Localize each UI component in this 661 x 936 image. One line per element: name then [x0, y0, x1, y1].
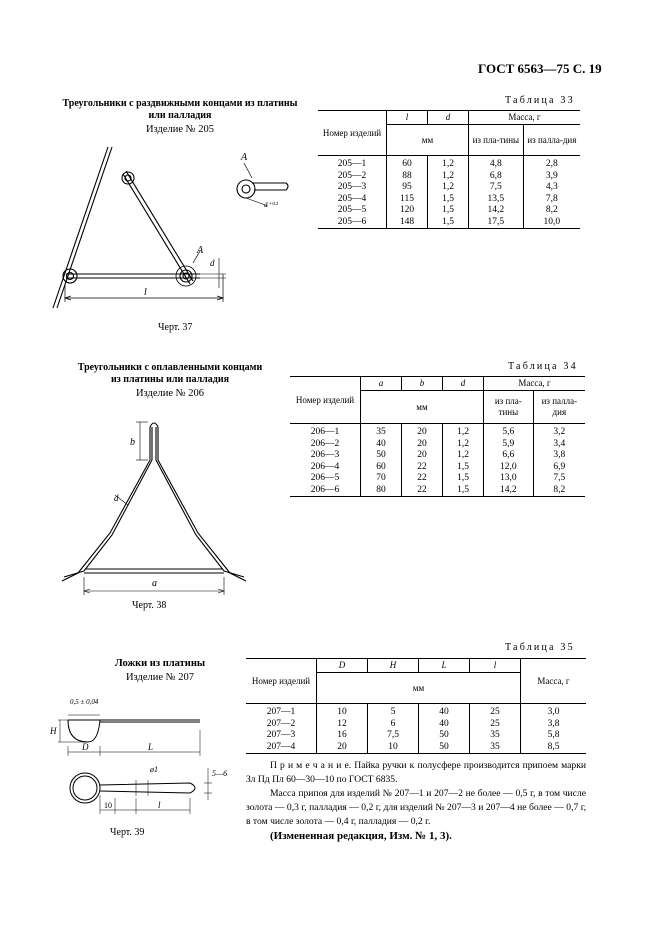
table-cell: 40 [361, 439, 402, 451]
label-tol: d⁺⁰·³ [264, 201, 278, 209]
table-cell: 17,5 [469, 217, 524, 229]
table-cell: 20 [317, 742, 368, 754]
table-cell: 8,2 [533, 485, 585, 497]
tri-outer-left [62, 427, 150, 581]
table-row [318, 156, 580, 171]
th-pd: из палла-дия [533, 391, 585, 424]
table-row [246, 730, 586, 742]
th-b: b [402, 377, 443, 391]
table-cell: 7,5 [533, 473, 585, 485]
drawing-205 [40, 138, 310, 320]
table-cell: 50 [419, 742, 470, 754]
th-H: H [368, 659, 419, 673]
table-cell: 3,8 [521, 719, 587, 731]
section3-title: Ложки из платины [114, 658, 206, 669]
table-cell: 40 [419, 719, 470, 731]
table-cell: 4,8 [469, 156, 524, 171]
th-unit: мм [387, 125, 469, 156]
label-A-detail: А [241, 152, 248, 163]
table-cell: 6 [368, 719, 419, 731]
table-cell: 22 [402, 473, 443, 485]
th-pt: из пла-тины [469, 125, 524, 156]
table-cell: 3,0 [521, 704, 587, 719]
table-row [318, 217, 580, 229]
th-l: l [387, 111, 428, 125]
spoon-bowl-side [68, 720, 100, 742]
table-cell: 95 [387, 182, 428, 194]
table-row [246, 719, 586, 731]
drawing-207 [40, 690, 240, 825]
table-cell: 1,5 [443, 473, 484, 485]
table-row [290, 439, 585, 451]
table-cell: 1,2 [443, 439, 484, 451]
table-cell: 10,0 [523, 217, 580, 229]
th-unit: мм [361, 391, 484, 424]
section2-title-line1: Треугольники с оплавленными концами [77, 362, 263, 373]
table-row [290, 424, 585, 439]
table-cell: 88 [387, 171, 428, 183]
table-cell: 1,5 [428, 194, 469, 206]
note-1: П р и м е ч а н и е. Пайка ручки к полусфере производится припоем марки Зл Пд Пл 60—30—10 по ГОСТ 6835. [246, 760, 586, 785]
table-cell: 7,5 [469, 182, 524, 194]
edition-note: (Измененная редакция, Изм. № 1, 3). [270, 830, 452, 842]
table-34 [290, 376, 585, 497]
th-unit: мм [317, 673, 521, 704]
table-cell: 1,5 [428, 217, 469, 229]
table-cell: 1,2 [428, 156, 469, 171]
table-cell: 206—3 [290, 450, 361, 462]
label-range: 5—6 [212, 769, 228, 778]
table-cell: 13,0 [484, 473, 534, 485]
table35-body [246, 704, 586, 754]
th-d: d [443, 377, 484, 391]
th-num: Номер изделий [246, 659, 317, 704]
tri-outer-right [158, 427, 246, 581]
table-cell: 10 [317, 704, 368, 719]
label-phi: ø1 [150, 765, 158, 774]
table-cell: 6,8 [469, 171, 524, 183]
table-cell: 60 [387, 156, 428, 171]
table-cell: 205—6 [318, 217, 387, 229]
table-cell: 8,5 [521, 742, 587, 754]
table-cell: 5,8 [521, 730, 587, 742]
table-cell: 50 [361, 450, 402, 462]
th-mass: Масса, г [521, 659, 587, 704]
table-row [318, 182, 580, 194]
table33-body [318, 156, 580, 229]
table-cell: 1,2 [428, 171, 469, 183]
table-cell: 3,4 [533, 439, 585, 451]
table-row [318, 171, 580, 183]
table-cell: 7,5 [368, 730, 419, 742]
table-cell: 5 [368, 704, 419, 719]
th-num: Номер изделий [290, 377, 361, 424]
table-cell: 206—2 [290, 439, 361, 451]
label-d2: d [114, 493, 119, 503]
table-cell: 1,2 [443, 450, 484, 462]
table-cell: 25 [470, 704, 521, 719]
th-mass: Масса, г [469, 111, 581, 125]
label-l207: l [158, 800, 161, 810]
table-cell: 35 [470, 742, 521, 754]
page-header: ГОСТ 6563—75 С. 19 [478, 61, 602, 76]
table-cell: 60 [361, 462, 402, 474]
table-cell: 1,5 [428, 205, 469, 217]
section2-caption: Черт. 38 [132, 600, 167, 611]
section1-title [60, 98, 300, 122]
section3-caption: Черт. 39 [110, 827, 145, 838]
table-cell: 20 [402, 424, 443, 439]
th-a: a [361, 377, 402, 391]
table-cell: 207—1 [246, 704, 317, 719]
table-cell: 3,9 [523, 171, 580, 183]
table-cell: 8,2 [523, 205, 580, 217]
table34-label: Таблица 34 [508, 361, 578, 372]
section1-caption: Черт. 37 [158, 322, 193, 333]
table-cell: 206—1 [290, 424, 361, 439]
label-A: А [197, 245, 204, 256]
table-cell: 6,6 [484, 450, 534, 462]
spoon-bowl-top [70, 773, 100, 803]
th-pd: из палла-дия [523, 125, 580, 156]
table-cell: 14,2 [484, 485, 534, 497]
table-cell: 206—4 [290, 462, 361, 474]
table-cell: 70 [361, 473, 402, 485]
table-cell: 80 [361, 485, 402, 497]
th-num: Номер изделий [318, 111, 387, 156]
note-2: Масса припоя для изделий № 207—1 и 207—2 не более — 0,5 г, в том числе золота — 0,3 г, палладия — 0,2 г, для изделий № 207—3 и 207—4 не более — 0,7 г, в том числе золота — 0,4 г, палладия — 0,2 г. [246, 788, 586, 827]
th-mass: Масса, г [484, 377, 586, 391]
table-cell: 5,9 [484, 439, 534, 451]
table-cell: 13,5 [469, 194, 524, 206]
table-cell: 3,2 [533, 424, 585, 439]
table-row [246, 742, 586, 754]
table-cell: 205—2 [318, 171, 387, 183]
table-cell: 4,3 [523, 182, 580, 194]
section2-item: Изделие № 206 [135, 388, 205, 399]
drawing-206 [40, 405, 270, 605]
table-row [290, 485, 585, 497]
table-cell: 10 [368, 742, 419, 754]
th-D: D [317, 659, 368, 673]
table-35 [246, 658, 586, 754]
th-pt: из пла-тины [484, 391, 534, 424]
table-cell: 40 [419, 704, 470, 719]
table-cell: 22 [402, 485, 443, 497]
table-cell: 16 [317, 730, 368, 742]
table-cell: 50 [419, 730, 470, 742]
table-cell: 205—4 [318, 194, 387, 206]
table-cell: 1,5 [443, 485, 484, 497]
label-a: a [152, 578, 157, 589]
table-cell: 22 [402, 462, 443, 474]
label-tol207: 0,5 ± 0,04 [70, 698, 99, 706]
table-cell: 1,2 [443, 424, 484, 439]
table-cell: 115 [387, 194, 428, 206]
table-cell: 1,5 [443, 462, 484, 474]
table-cell: 206—5 [290, 473, 361, 485]
section1-title-line1: Треугольники с раздвижными концами из платины [62, 98, 298, 109]
section2-title-line2: из платины или палладия [110, 374, 230, 385]
label-ten: 10 [104, 801, 112, 810]
table-cell: 12,0 [484, 462, 534, 474]
label-d: d [210, 258, 215, 268]
table-cell: 207—3 [246, 730, 317, 742]
section1-title-line2: или палладия [148, 110, 212, 121]
table33-label: Таблица 33 [505, 95, 575, 106]
table-cell: 14,2 [469, 205, 524, 217]
table-cell: 206—6 [290, 485, 361, 497]
table34-body [290, 424, 585, 497]
table-cell: 35 [361, 424, 402, 439]
label-L: L [148, 742, 154, 752]
table-cell: 207—2 [246, 719, 317, 731]
table-row [290, 462, 585, 474]
section1-item: Изделие № 205 [145, 124, 215, 135]
th-d: d [428, 111, 469, 125]
table-cell: 205—5 [318, 205, 387, 217]
table-cell: 1,2 [428, 182, 469, 194]
table-cell: 5,6 [484, 424, 534, 439]
table-33 [318, 110, 580, 229]
table-cell: 205—3 [318, 182, 387, 194]
label-b: b [130, 437, 135, 448]
th-L: L [419, 659, 470, 673]
table-cell: 120 [387, 205, 428, 217]
table-row [318, 205, 580, 217]
section3-item: Изделие № 207 [125, 672, 195, 683]
table-cell: 148 [387, 217, 428, 229]
section2-title [50, 362, 290, 386]
table-cell: 3,8 [533, 450, 585, 462]
table35-label: Таблица 35 [505, 642, 575, 653]
table-row [246, 704, 586, 719]
label-H: H [50, 726, 57, 736]
table-cell: 20 [402, 450, 443, 462]
table-cell: 7,8 [523, 194, 580, 206]
th-l: l [470, 659, 521, 673]
table-cell: 205—1 [318, 156, 387, 171]
table-cell: 2,8 [523, 156, 580, 171]
table-cell: 25 [470, 719, 521, 731]
table-cell: 6,9 [533, 462, 585, 474]
table-row [290, 450, 585, 462]
table-row [290, 473, 585, 485]
triangle-leg-left [53, 147, 108, 308]
table-cell: 35 [470, 730, 521, 742]
table-cell: 207—4 [246, 742, 317, 754]
table-row [318, 194, 580, 206]
label-D: D [82, 742, 89, 752]
triangle-leg-right [123, 174, 190, 284]
table-cell: 20 [402, 439, 443, 451]
table-cell: 12 [317, 719, 368, 731]
label-l: l [144, 287, 147, 298]
